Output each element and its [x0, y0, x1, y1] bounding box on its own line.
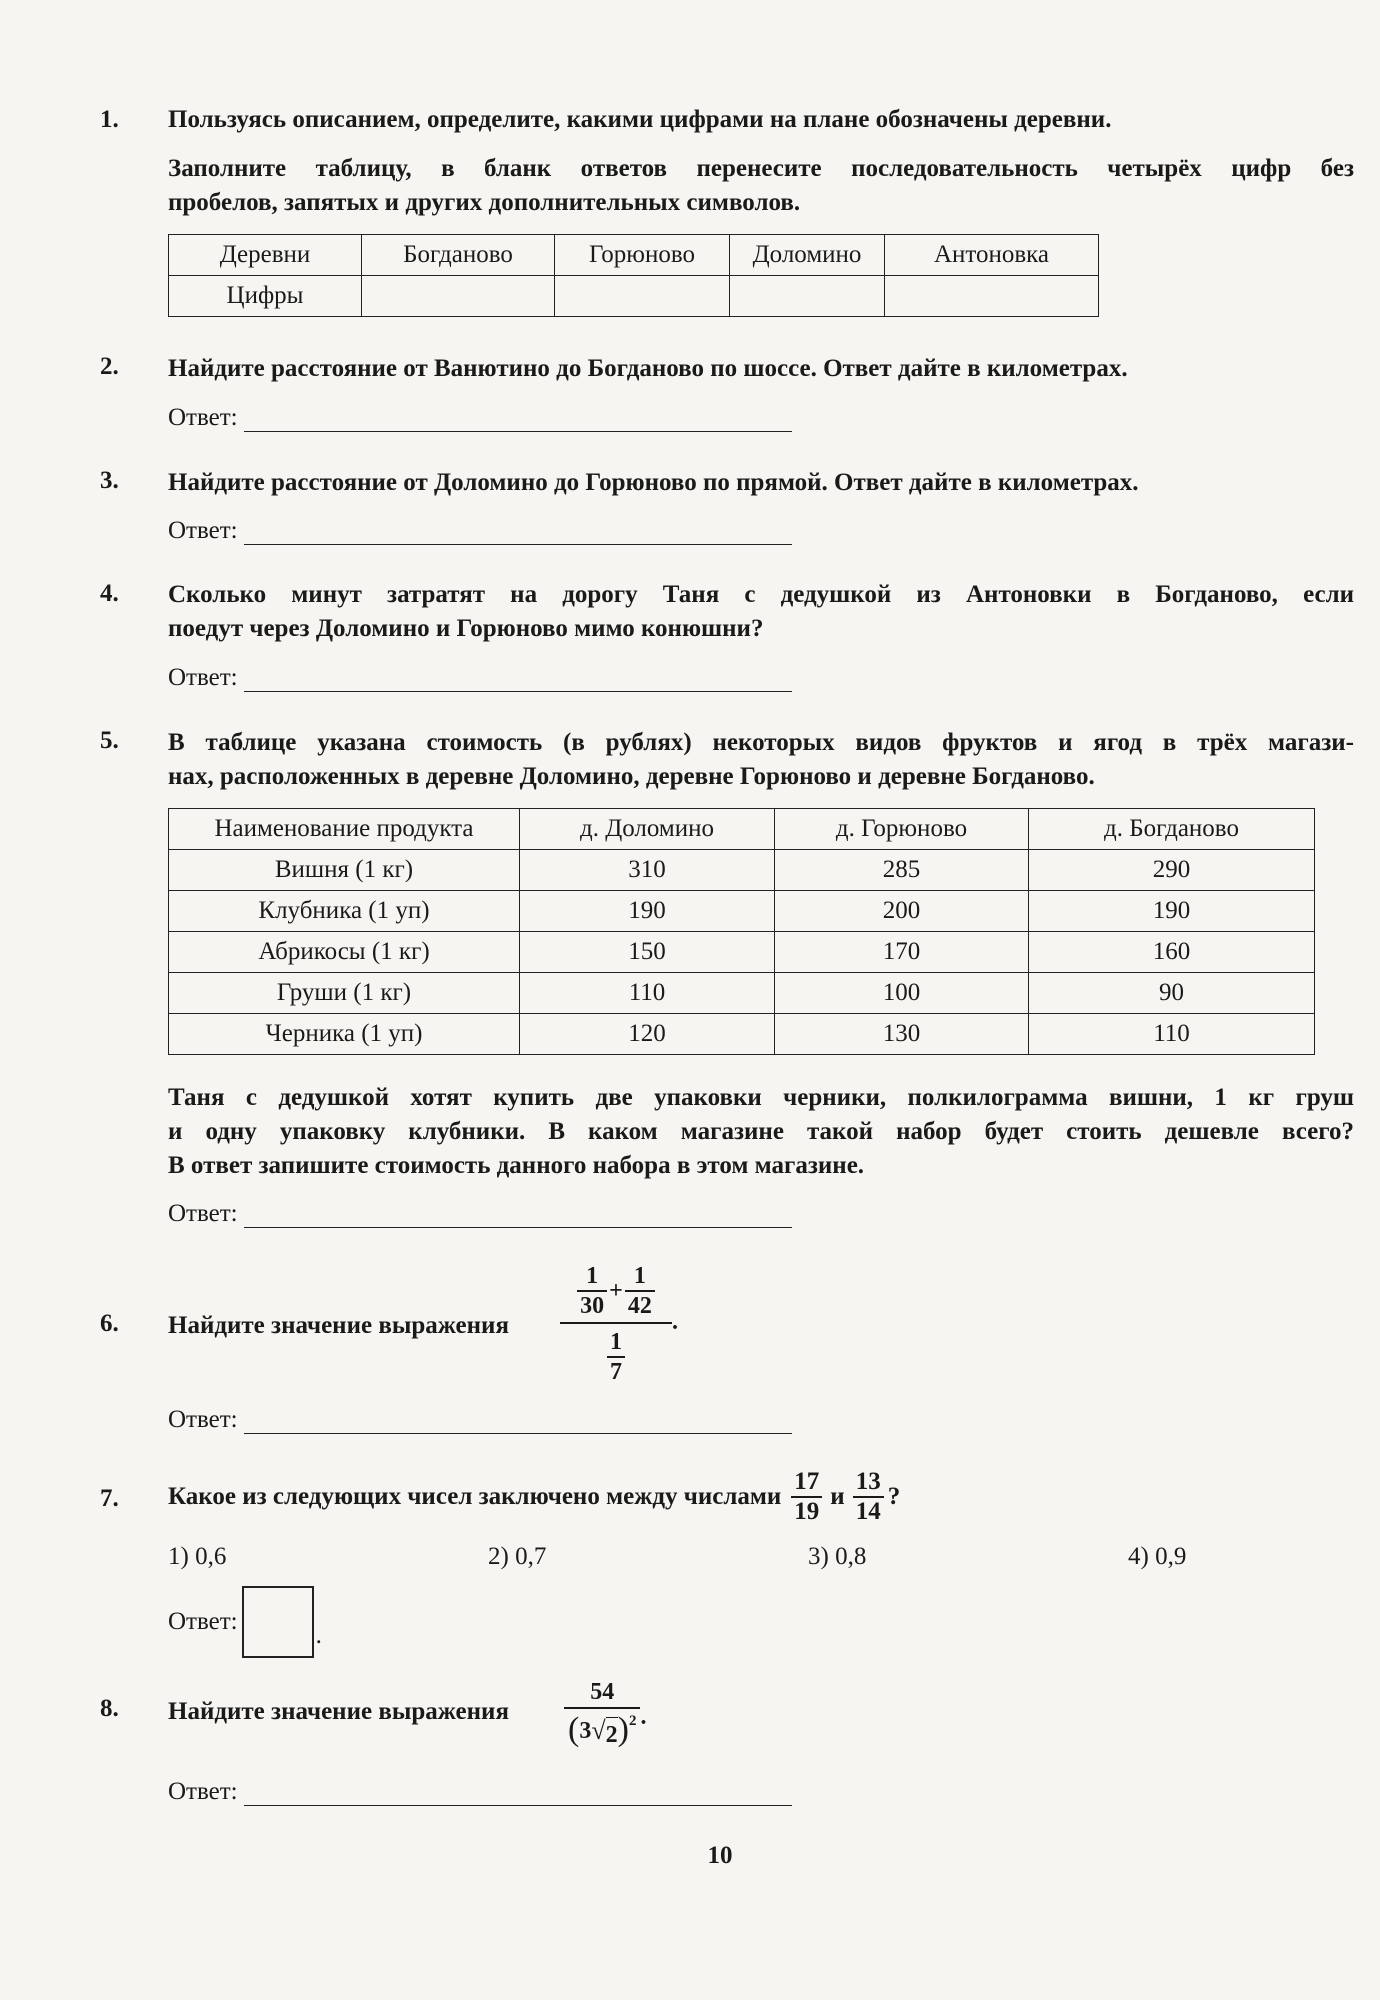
answer-cell[interactable]	[362, 276, 555, 317]
instruction-line: Заполните таблицу, в бланк ответов перенесите последовательность четырёх цифр без	[168, 155, 1354, 182]
table-cell: Цифры	[169, 276, 362, 317]
price-cell: 100	[775, 973, 1029, 1014]
table-cell: Деревни	[169, 235, 362, 276]
left-paren: (	[568, 1711, 580, 1748]
option-1[interactable]: 1) 0,6	[168, 1543, 227, 1570]
instruction-line: пробелов, запятых и других дополнительных символов.	[168, 189, 801, 216]
answer-label: Ответ:	[168, 1608, 238, 1635]
answer-row	[168, 1200, 792, 1228]
table-row	[169, 1014, 1315, 1055]
question-text: Найдите расстояние от Ванютино до Богданово по шоссе. Ответ дайте в километрах.	[168, 355, 1128, 382]
answer-label: Ответ:	[168, 1778, 238, 1805]
table-row	[169, 973, 1315, 1014]
answer-row	[168, 664, 792, 692]
answer-label: Ответ:	[168, 664, 238, 691]
task-text: и одну упаковку клубники. В каком магазине такой набор будет стоить дешевле всего?	[168, 1118, 1354, 1145]
task-text: В ответ запишите стоимость данного набора в этом магазине.	[168, 1152, 865, 1179]
answer-line[interactable]	[244, 667, 792, 692]
answer-line[interactable]	[244, 520, 792, 545]
table-header-cell: д. Доломино	[520, 809, 775, 850]
fraction-numerator: 17	[794, 1468, 820, 1495]
question-number: 5.	[100, 727, 119, 754]
question-text: Найдите значение выражения	[168, 1312, 509, 1339]
period: .	[640, 1704, 647, 1730]
radicand: 2	[606, 1717, 618, 1752]
price-cell: 90	[1029, 973, 1315, 1014]
answer-line[interactable]	[244, 1203, 792, 1228]
price-cell: 290	[1029, 850, 1315, 891]
price-cell: 150	[520, 932, 775, 973]
question-text: Какое из следующих чисел заключено между числами	[168, 1483, 782, 1510]
page-number: 10	[707, 1842, 733, 1869]
fraction-denominator: 30	[577, 1290, 607, 1320]
right-paren: )	[617, 1711, 629, 1748]
answer-label: Ответ:	[168, 1200, 238, 1227]
question-number: 2.	[100, 353, 119, 380]
fraction-numerator: 1	[586, 1263, 599, 1289]
answer-label: Ответ:	[168, 1406, 238, 1433]
answer-cell[interactable]	[555, 276, 730, 317]
answer-line[interactable]	[244, 407, 792, 432]
answer-row	[168, 517, 792, 545]
price-cell: 310	[520, 850, 775, 891]
fraction-denominator: 7	[607, 1356, 625, 1386]
answer-line[interactable]	[244, 1409, 792, 1434]
table-row	[169, 850, 1315, 891]
fraction-denominator: 42	[625, 1290, 655, 1320]
villages-table	[168, 234, 1099, 317]
option-4[interactable]: 4) 0,9	[1128, 1543, 1187, 1570]
question-text: В таблице указана стоимость (в рублях) некоторых видов фруктов и ягод в трёх магази-	[168, 729, 1354, 756]
price-cell: 160	[1029, 932, 1315, 973]
question-text-row	[168, 1468, 900, 1526]
price-table	[168, 808, 1315, 1055]
fraction-numerator: 13	[855, 1468, 881, 1495]
sqrt-icon: √	[591, 1716, 606, 1745]
option-3[interactable]: 3) 0,8	[808, 1543, 867, 1570]
question-text: Найдите значение выражения	[168, 1698, 509, 1725]
question-mark: ?	[887, 1483, 901, 1510]
coefficient: 3	[579, 1718, 592, 1744]
period: .	[315, 1622, 322, 1649]
price-cell: 285	[775, 850, 1029, 891]
answer-box[interactable]	[242, 1586, 314, 1658]
product-cell: Груши (1 кг)	[169, 973, 520, 1014]
question-text: Найдите расстояние от Доломино до Горюново по прямой. Ответ дайте в километрах.	[168, 469, 1139, 496]
table-header-cell: д. Горюново	[775, 809, 1029, 850]
price-cell: 110	[1029, 1014, 1315, 1055]
table-header-cell: д. Богданово	[1029, 809, 1315, 850]
table-cell: Горюново	[555, 235, 730, 276]
question-text: нах, расположенных в деревне Доломино, деревне Горюново и деревне Богданово.	[168, 763, 1095, 790]
price-cell: 190	[1029, 891, 1315, 932]
answer-row	[168, 404, 792, 432]
price-cell: 200	[775, 891, 1029, 932]
table-row	[169, 891, 1315, 932]
question-number: 3.	[100, 467, 119, 494]
plus-sign: +	[609, 1277, 623, 1304]
fraction-numerator: 1	[610, 1329, 622, 1355]
fraction-denominator	[564, 1707, 640, 1752]
period: .	[672, 1308, 678, 1335]
fraction-expression	[564, 1677, 646, 1752]
main-fraction-bar	[560, 1322, 672, 1386]
question-number: 7.	[100, 1485, 119, 1512]
table-row	[169, 932, 1315, 973]
fraction-numerator: 54	[590, 1679, 615, 1705]
question-number: 6.	[100, 1310, 119, 1337]
answer-cell[interactable]	[730, 276, 885, 317]
price-cell: 170	[775, 932, 1029, 973]
answer-cell[interactable]	[885, 276, 1099, 317]
question-text: Пользуясь описанием, определите, какими цифрами на плане обозначены деревни.	[168, 106, 1112, 133]
price-cell: 190	[520, 891, 775, 932]
table-header-cell: Наименование продукта	[169, 809, 520, 850]
fraction-denominator: 14	[853, 1496, 884, 1526]
question-number: 1.	[100, 106, 119, 133]
question-number: 8.	[100, 1695, 119, 1722]
complex-fraction	[560, 1262, 678, 1386]
price-cell: 110	[520, 973, 775, 1014]
fraction-numerator: 1	[633, 1263, 646, 1289]
question-number: 4.	[100, 580, 119, 607]
exponent: 2	[628, 1713, 637, 1729]
answer-line[interactable]	[244, 1781, 792, 1806]
table-cell: Антоновка	[885, 235, 1099, 276]
product-cell: Абрикосы (1 кг)	[169, 932, 520, 973]
table-cell: Доломино	[730, 235, 885, 276]
question-text: поедут через Доломино и Горюново мимо конюшни?	[168, 615, 764, 642]
option-2[interactable]: 2) 0,7	[488, 1543, 547, 1570]
answer-label: Ответ:	[168, 517, 238, 544]
answer-label: Ответ:	[168, 404, 238, 431]
price-cell: 130	[775, 1014, 1029, 1055]
answer-row	[168, 1586, 322, 1658]
price-cell: 120	[520, 1014, 775, 1055]
product-cell: Вишня (1 кг)	[169, 850, 520, 891]
answer-row	[168, 1406, 792, 1434]
question-text: Сколько минут затратят на дорогу Таня с дедушкой из Антоновки в Богданово, если	[168, 581, 1354, 608]
conjunction: и	[830, 1483, 845, 1510]
table-cell: Богданово	[362, 235, 555, 276]
product-cell: Клубника (1 уп)	[169, 891, 520, 932]
task-text: Таня с дедушкой хотят купить две упаковки черники, полкилограмма вишни, 1 кг груш	[168, 1084, 1354, 1111]
fraction-denominator: 19	[791, 1496, 822, 1526]
answer-row	[168, 1778, 792, 1806]
product-cell: Черника (1 уп)	[169, 1014, 520, 1055]
